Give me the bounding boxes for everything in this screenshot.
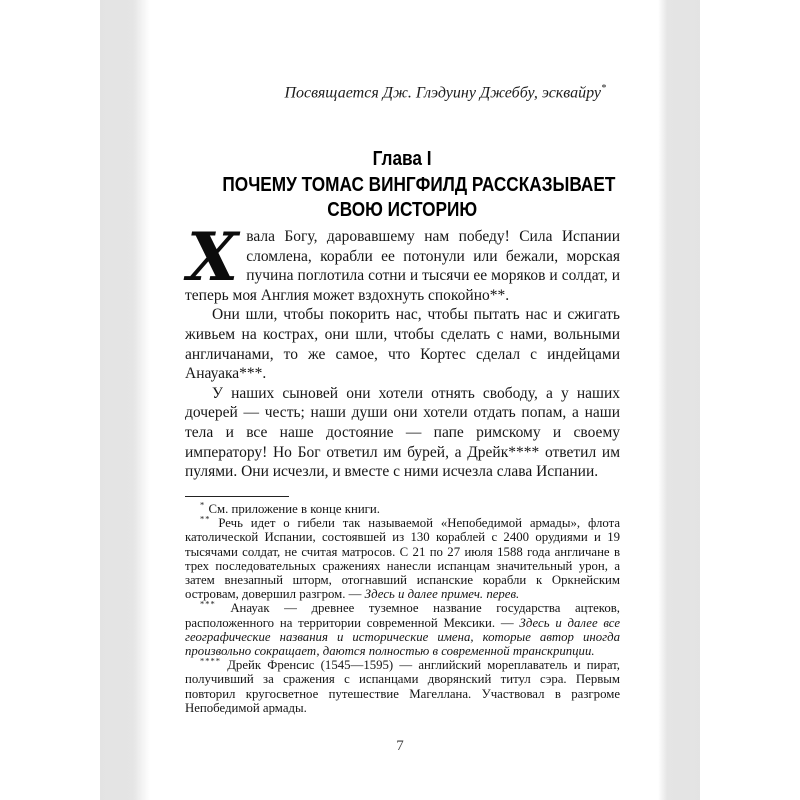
footnotes-section (185, 496, 620, 715)
chapter-title-line-2 (185, 197, 620, 223)
footnote-1-text: См. приложение в конце книги. (208, 502, 380, 516)
footnote-2-italic: Здесь и далее примеч. перев. (364, 587, 520, 602)
footnote-4 (185, 655, 620, 715)
drop-cap: Х (187, 218, 239, 296)
footnote-1-marker: * (200, 499, 206, 510)
dedication-text: Посвящается Дж. Глэдуину Джеббу, эсквайру (284, 84, 601, 102)
chapter-title-text-2: СВОЮ ИСТОРИЮ (327, 198, 478, 221)
chapter-title-text-1: ПОЧЕМУ ТОМАС ВИНГФИЛД РАССКАЗЫВАЕТ (222, 172, 616, 196)
page-number: 7 (396, 738, 404, 754)
chapter-label-line (185, 146, 620, 172)
dedication-footnote-marker: * (601, 83, 606, 94)
footnote-3-marker: *** (200, 599, 216, 610)
footnote-4-text: Дрейк Френсис (1545—1595) — английский мореплаватель и пират, получивший за сражения с испанцами дворянский титул сэра. Первым повторил кругосветное путешествие Магеллана. Участвовал в разгроме Непобедимой армады. (185, 658, 620, 715)
body-paragraph-1-text: вала Богу, даровавшему нам победу! Сила Испании сломлена, корабли ее потонули или бежали, морская пучина поглотила сотни и тысячи ее моряков и солдат, и теперь моя Англия может вздохнуть спокойно**. (185, 228, 620, 304)
dedication (185, 83, 620, 102)
footnote-3 (185, 601, 620, 658)
footnote-2-text: Речь идет о гибели так называемой «Непобедимой армады», флота католической Испании, состоявшей из 130 кораблей с 2400 орудиями и 19 тысячами солдат, не считая матросов. С 21 по 27 июля 1588 года англичане в трех последовательных сражениях нанесли испанцам значительный урон, а затем внезапный шторм, отогнавший испанские корабли к Оркнейским островам, довершил разгром. — (185, 516, 620, 602)
footnote-3-text: Анауак — древнее туземное название государства ацтеков, расположенного на территории современной Мексики. — (185, 601, 620, 630)
footnote-2-marker: ** (200, 513, 211, 524)
body-paragraph-1 (185, 218, 620, 305)
footnote-3-italic: Здесь и далее все географические названия и исторические имена, которые автор иногда произвольно сокращает, даются полностью в современной транскрипции. (185, 615, 620, 659)
chapter-label: Глава I (373, 147, 432, 170)
footnote-1 (185, 499, 620, 516)
footnote-2 (185, 513, 620, 602)
body-text (185, 218, 620, 482)
chapter-title-line-1 (185, 172, 620, 198)
footnote-separator (185, 496, 289, 497)
body-paragraph-3: У наших сыновей они хотели отнять свободу, а у наших дочерей — честь; наши души они хотели отдать попам, а наши тела и все наше достояние — папе римскому и своему императору! Но Бог ответил им бурей, а Дрейк**** ответил им пулями. Они исчезли, и вместе с ними исчезла слава Испании. (185, 384, 620, 481)
right-page-edge-shadow (658, 0, 700, 800)
body-paragraph-2: Они шли, чтобы покорить нас, чтобы пытать нас и сжигать живьем на кострах, они шли, чтобы сделать с нами, вольными англичанами, то же самое, что Кортес сделал с индейцами Анауака***. (185, 306, 620, 383)
chapter-heading (185, 146, 620, 223)
footnote-4-marker: **** (200, 655, 221, 666)
left-gutter-shadow (100, 0, 150, 800)
